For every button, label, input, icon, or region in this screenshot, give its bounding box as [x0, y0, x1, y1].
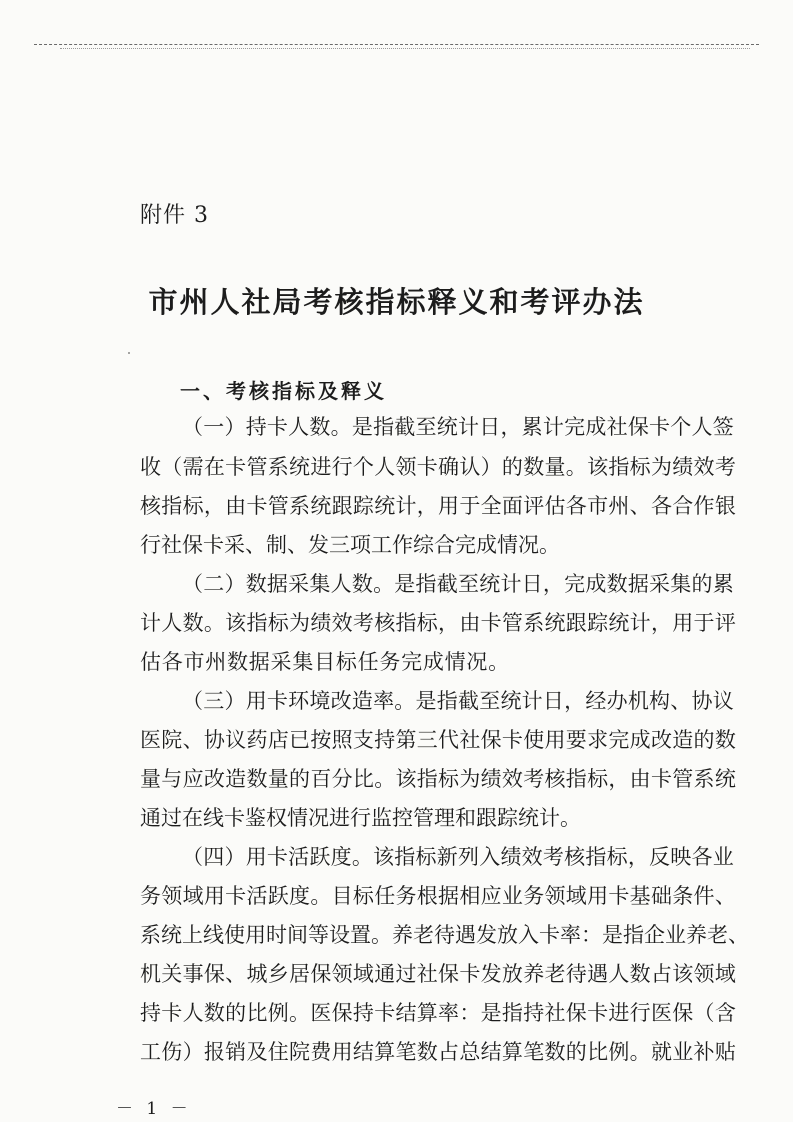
body-line: （二）数据采集人数。是指截至统计日，完成数据采集的累 — [182, 572, 734, 596]
body-line: 核指标，由卡管系统跟踪统计，用于全面评估各市州、各合作银 — [140, 494, 737, 518]
document-title: 市州人社局考核指标释义和考评办法 — [148, 285, 645, 319]
section-heading: 一、考核指标及释义 — [180, 379, 387, 403]
body-line: 计人数。该指标为绩效考核指标，由卡管系统跟踪统计，用于评 — [140, 611, 737, 635]
attachment-label: 附件 3 — [140, 203, 209, 228]
body-line: 行社保卡采、制、发三项工作综合完成情况。 — [140, 533, 560, 557]
scan-edge-line-secondary — [60, 48, 750, 49]
body-line: 务领域用卡活跃度。目标任务根据相应业务领域用卡基础条件、 — [140, 884, 737, 908]
body-line: 工伤）报销及住院费用结算笔数占总结算笔数的比例。就业补贴 — [140, 1040, 737, 1064]
scan-speck — [128, 352, 130, 354]
page-number: － 1 － — [116, 1099, 192, 1119]
scan-edge-line — [34, 44, 759, 45]
body-line: 持卡人数的比例。医保持卡结算率：是指持社保卡进行医保（含 — [140, 1001, 737, 1025]
body-line: 系统上线使用时间等设置。养老待遇发放入卡率：是指企业养老、 — [140, 923, 749, 947]
body-line: 机关事保、城乡居保领域通过社保卡发放养老待遇人数占该领域 — [140, 962, 737, 986]
body-line: 估各市州数据采集目标任务完成情况。 — [140, 650, 510, 674]
body-line: （一）持卡人数。是指截至统计日，累计完成社保卡个人签 — [182, 415, 734, 439]
body-line: 通过在线卡鉴权情况进行监控管理和跟踪统计。 — [140, 806, 581, 830]
body-line: 收（需在卡管系统进行个人领卡确认）的数量。该指标为绩效考 — [140, 455, 737, 479]
body-line: 量与应改造数量的百分比。该指标为绩效考核指标，由卡管系统 — [140, 767, 737, 791]
body-line: （四）用卡活跃度。该指标新列入绩效考核指标，反映各业 — [182, 845, 734, 869]
body-line: （三）用卡环境改造率。是指截至统计日，经办机构、协议 — [182, 689, 734, 713]
body-line: 医院、协议药店已按照支持第三代社保卡使用要求完成改造的数 — [140, 728, 737, 752]
